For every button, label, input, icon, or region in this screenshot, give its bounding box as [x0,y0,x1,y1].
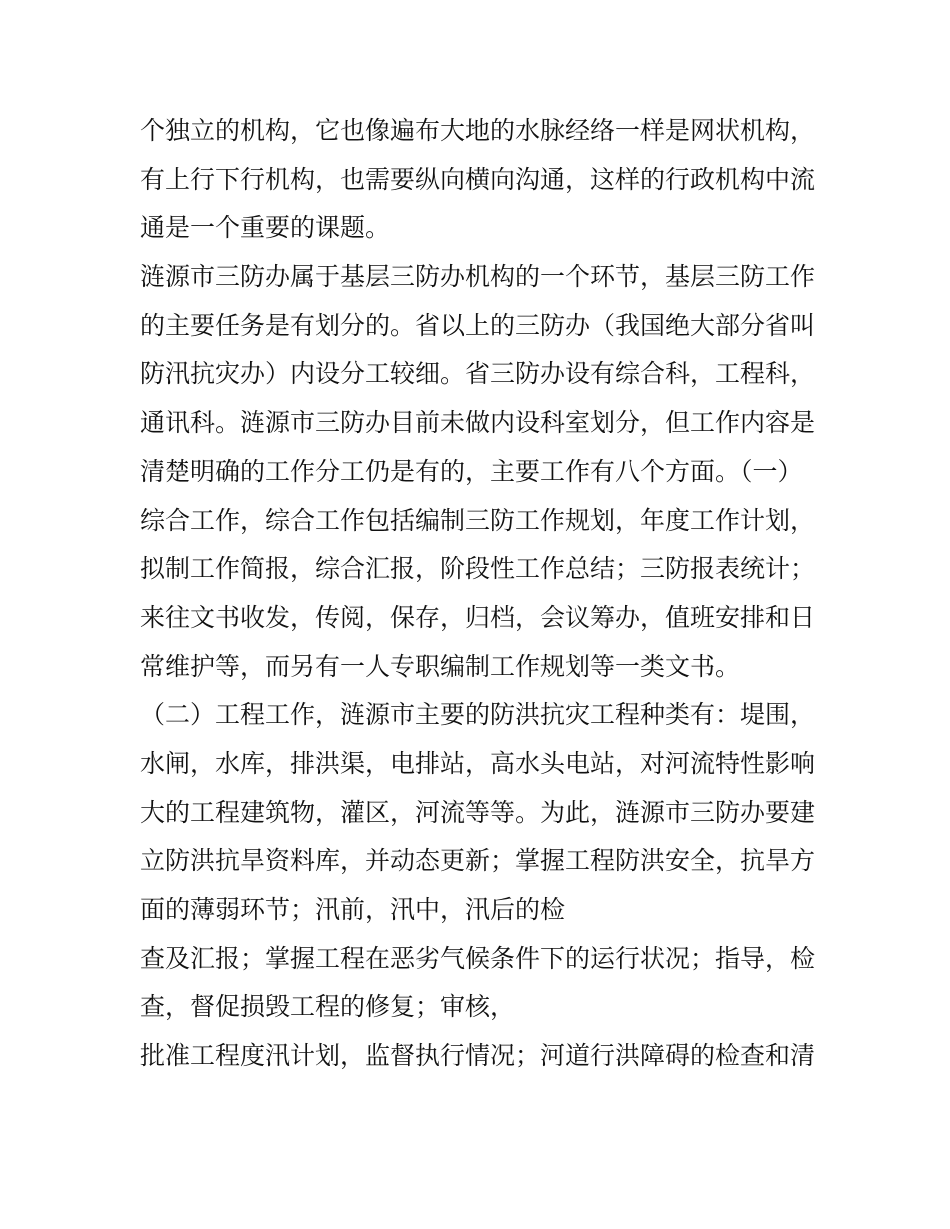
text-line: 水闸，水库，排洪渠，电排站，高水头电站，对河流特性影响 [140,748,816,778]
text-line: 立防洪抗旱资料库，并动态更新；掌握工程防洪安全，抗旱方 [140,846,816,876]
text-line: 拟制工作简报，综合汇报，阶段性工作总结；三防报表统计； [140,554,816,584]
text-line: 查，督促损毁工程的修复；审核， [140,992,516,1022]
text-line: 来往文书收发，传阅，保存，归档，会议筹办，值班安排和日 [140,602,816,632]
document-body [140,107,830,1081]
text-line: 清楚明确的工作分工仍是有的，主要工作有八个方面。（一） [140,456,803,486]
text-line: 通是一个重要的课题。 [140,213,391,243]
text-line: 个独立的机构，它也像遍布大地的水脉经络一样是网状机构， [140,116,816,145]
text-line: 大的工程建筑物，灌区，河流等等。为此，涟源市三防办要建 [140,797,816,827]
text-line: 批准工程度汛计划，监督执行情况；河道行洪障碍的检查和清 [140,1041,816,1071]
text-line: 常维护等，而另有一人专职编制工作规划等一类文书。 [140,651,741,681]
text-line: 通讯科。涟源市三防办目前未做内设科室划分，但工作内容是 [140,408,816,438]
text-line: （二）工程工作，涟源市主要的防洪抗灾工程种类有：堤围， [140,700,816,730]
text-line: 综合工作，综合工作包括编制三防工作规划，年度工作计划， [140,505,816,535]
text-line: 面的薄弱环节；汛前，汛中，汛后的检 [140,895,566,924]
text-line: 查及汇报；掌握工程在恶劣气候条件下的运行状况；指导，检 [140,943,816,973]
text-line: 防汛抗灾办）内设分工较细。省三防办设有综合科，工程科， [140,359,816,389]
text-line: 涟源市三防办属于基层三防办机构的一个环节，基层三防工作 [140,262,816,292]
text-line: 有上行下行机构，也需要纵向横向沟通，这样的行政机构中流 [140,164,816,194]
text-line: 的主要任务是有划分的。省以上的三防办（我国绝大部分省叫 [140,310,816,340]
